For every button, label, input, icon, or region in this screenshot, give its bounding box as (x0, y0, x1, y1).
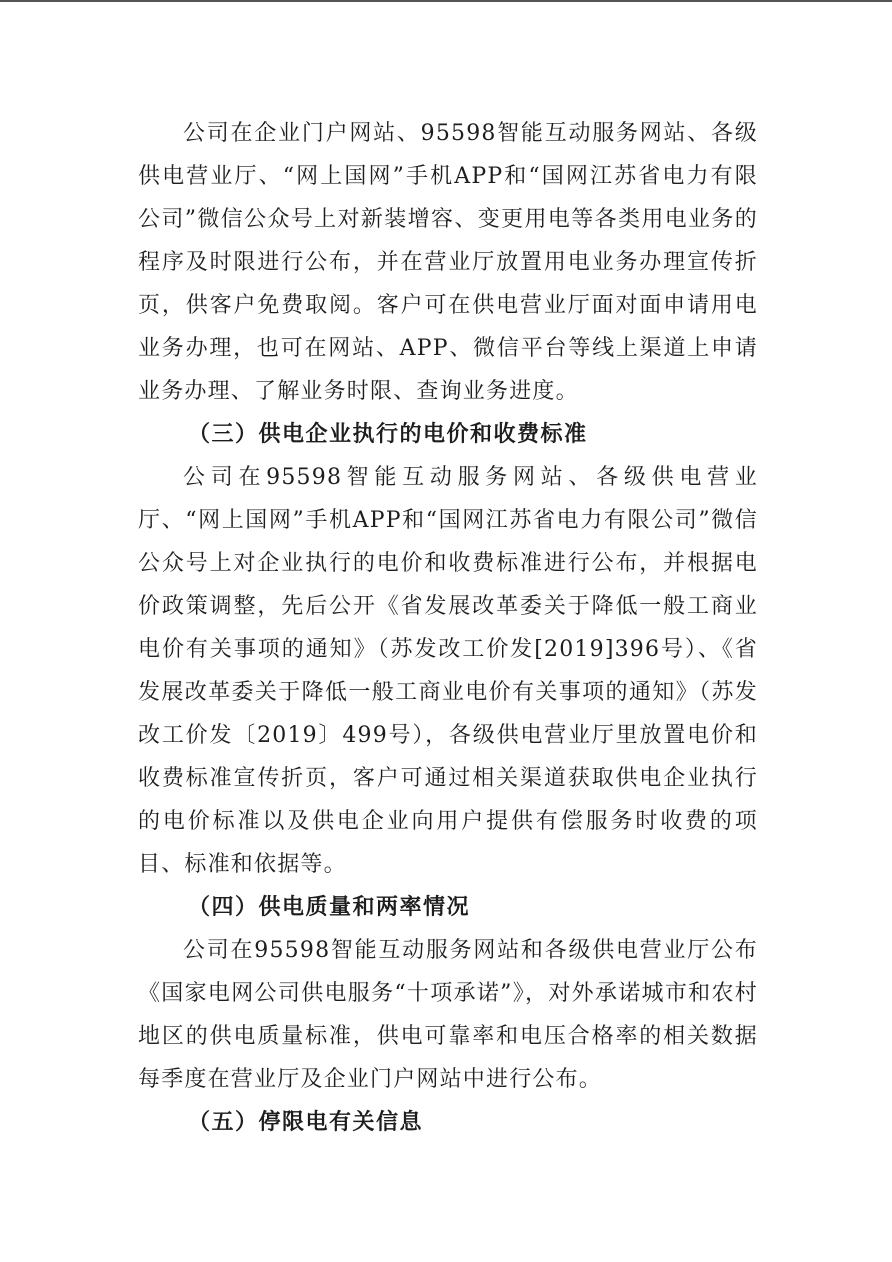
paragraph-tariff-standards: 公司在95598智能互动服务网站、各级供电营业厅、“网上国网”手机APP和“国网江苏省电力有限公司”微信公众号上对企业执行的电价和收费标准进行公布，并根据电价政策调整，先后公开《省发展改革委关于降低一般工商业电价有关事项的通知》（苏发改工价发[2019]396号）、《省发展改革委关于降低一般工商业电价有关事项的通知》（苏发改工价发〔2019〕499号），各级供电营业厅里放置电价和收费标准宣传折页，客户可通过相关渠道获取供电企业执行的电价标准以及供电企业向用户提供有偿服务时收费的项目、标准和依据等。 (138, 465, 758, 877)
paragraph-business-process: 公司在企业门户网站、95598智能互动服务网站、各级供电营业厅、“网上国网”手机APP和“国网江苏省电力有限公司”微信公众号上对新装增容、变更用电等各类用电业务的程序及时限进行公布，并在营业厅放置用电业务办理宣传折页，供客户免费取阅。客户可在供电营业厅面对面申请用电业务办理，也可在网站、APP、微信平台等线上渠道上申请业务办理、了解业务时限、查询业务进度。 (138, 121, 758, 404)
heading-section-5: （五）停限电有关信息 (188, 1109, 424, 1135)
paragraph-supply-quality: 公司在95598智能互动服务网站和各级供电营业厅公布《国家电网公司供电服务“十项承诺”》，对外承诺城市和农村地区的供电质量标准，供电可靠率和电压合格率的相关数据每季度在营业厅及企业门户网站中进行公布。 (138, 938, 758, 1092)
heading-section-4: （四）供电质量和两率情况 (188, 894, 471, 920)
top-border-line (0, 0, 892, 2)
document-page (138, 112, 758, 1144)
heading-section-3: （三）供电企业执行的电价和收费标准 (188, 421, 588, 447)
